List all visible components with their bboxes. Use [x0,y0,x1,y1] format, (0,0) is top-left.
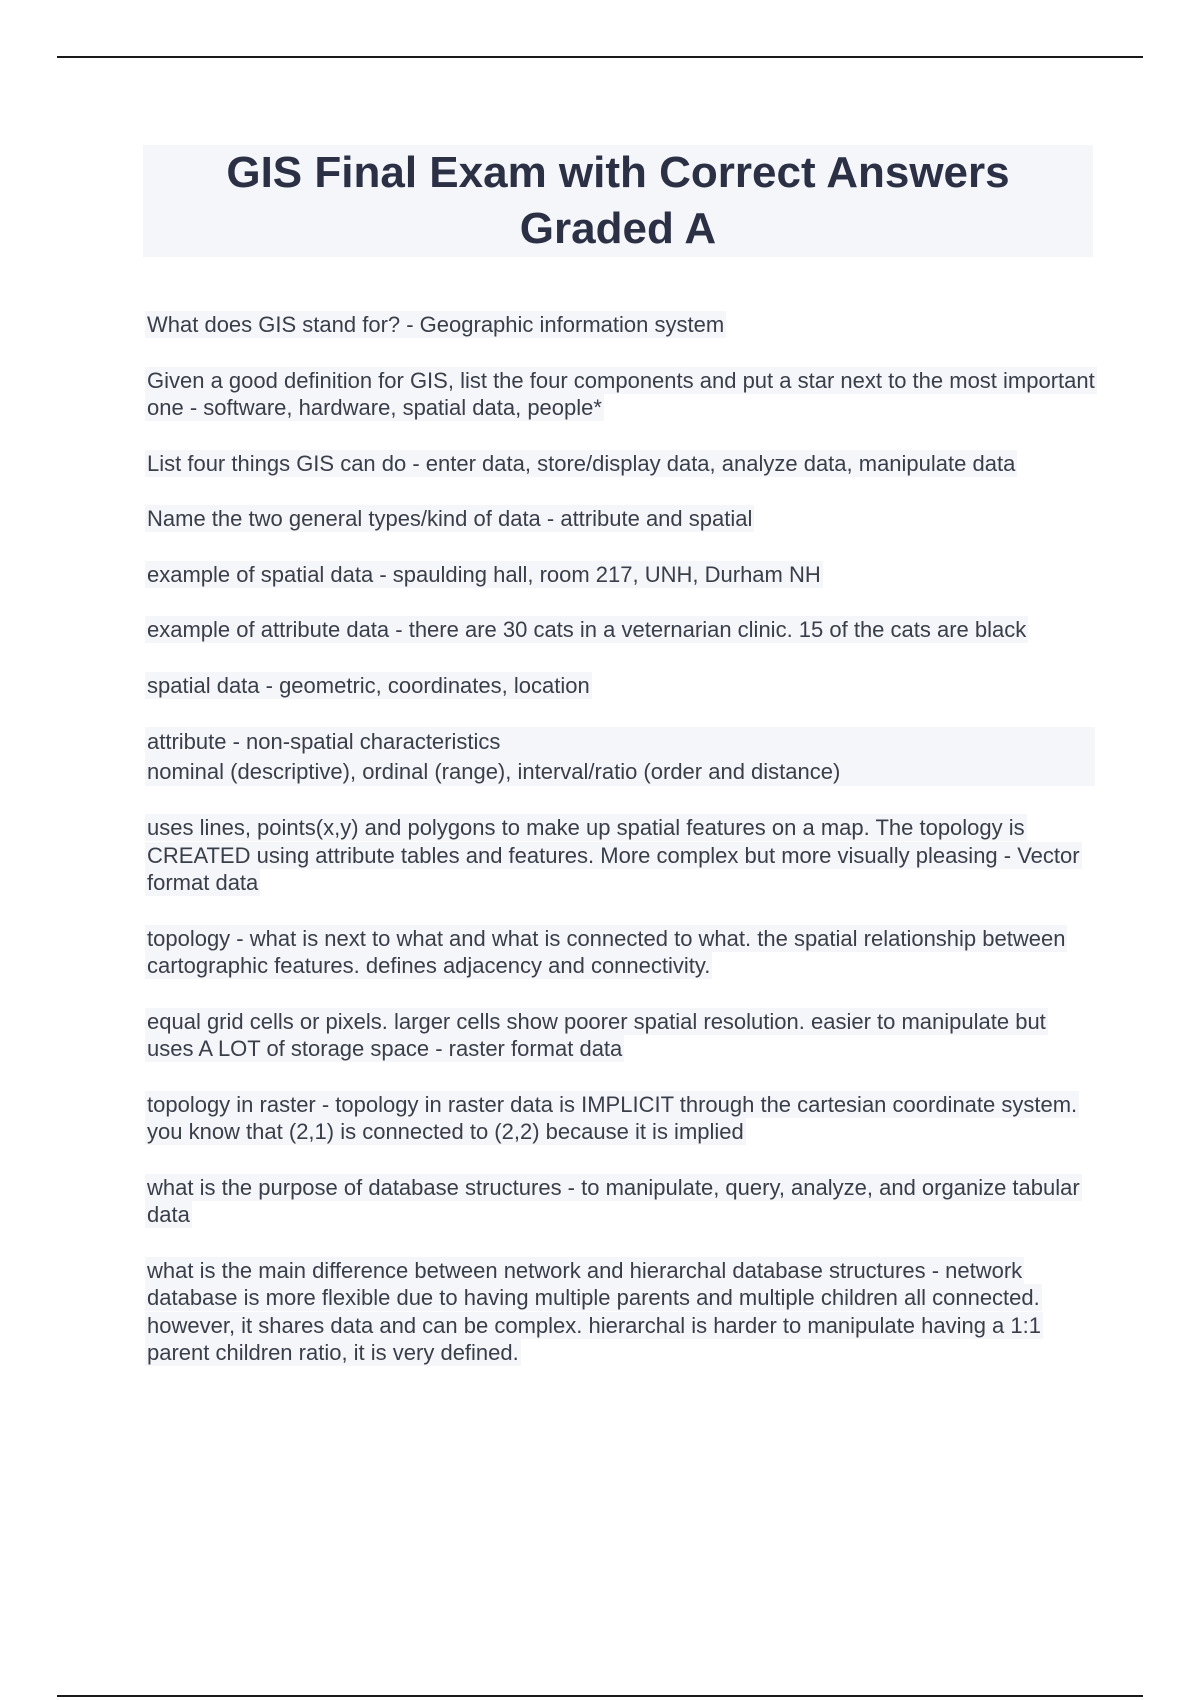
title-block [143,145,1093,257]
qa-item-5 [145,561,1095,589]
qa-list [145,311,1095,1395]
qa-text: List four things GIS can do - enter data, store/display data, analyze data, manipulate data [147,450,1016,476]
qa-text: spatial data - geometric, coordinates, location [147,672,590,698]
footer-rule [57,1695,1143,1697]
qa-item-8 [145,727,1095,786]
qa-text: What does GIS stand for? - Geographic information system [147,312,725,337]
qa-item-7 [145,672,1095,700]
qa-text: example of spatial data - spaulding hall, room 217, UNH, Durham NH [147,561,821,587]
header-rule [57,56,1143,58]
qa-text: topology - what is next to what and what is connected to what. the spatial relationship between cartographic features. defines adjacency and connectivity. [147,925,1066,978]
qa-item-10 [145,925,1095,980]
qa-text: example of attribute data - there are 30 cats in a veternarian clinic. 15 of the cats are black [147,617,1027,642]
qa-item-1 [145,311,1095,339]
qa-text: uses lines, points(x,y) and polygons to make up spatial features on a map. The topology is CREATED using attribute tables and features. More complex but more visually pleasing - Vector format data [147,815,1080,895]
qa-item-12 [145,1091,1095,1146]
qa-item-3 [145,450,1095,478]
qa-text: topology in raster - topology in raster data is IMPLICIT through the cartesian coordinate system. you know that (2,1) is connected to (2,2) because it is implied [147,1091,1078,1144]
qa-text: Given a good definition for GIS, list the four components and put a star next to the most important one - software, hardware, spatial data, people* [147,367,1095,420]
qa-item-2 [145,367,1095,422]
qa-text-continued: nominal (descriptive), ordinal (range), interval/ratio (order and distance) [145,757,1095,787]
qa-item-9 [145,814,1095,897]
qa-text: equal grid cells or pixels. larger cells show poorer spatial resolution. easier to manipulate but uses A LOT of storage space - raster format data [147,1008,1046,1061]
qa-item-13 [145,1174,1095,1229]
qa-text: attribute - non-spatial characteristics [145,727,1095,757]
qa-item-4 [145,505,1095,533]
document-title: GIS Final Exam with Correct Answers Graded A [226,148,1010,253]
qa-text: what is the main difference between network and hierarchal database structures - network database is more flexible due to having multiple parents and multiple children all connected. however, it shares data and can be complex. hierarchal is harder to manipulate having a 1:1 parent children ratio, it is very defined. [147,1257,1041,1365]
qa-text: what is the purpose of database structures - to manipulate, query, analyze, and organize tabular data [147,1174,1080,1227]
qa-text: Name the two general types/kind of data - attribute and spatial [147,506,753,531]
qa-item-6 [145,616,1095,644]
qa-item-11 [145,1008,1095,1063]
qa-item-14 [145,1257,1095,1367]
